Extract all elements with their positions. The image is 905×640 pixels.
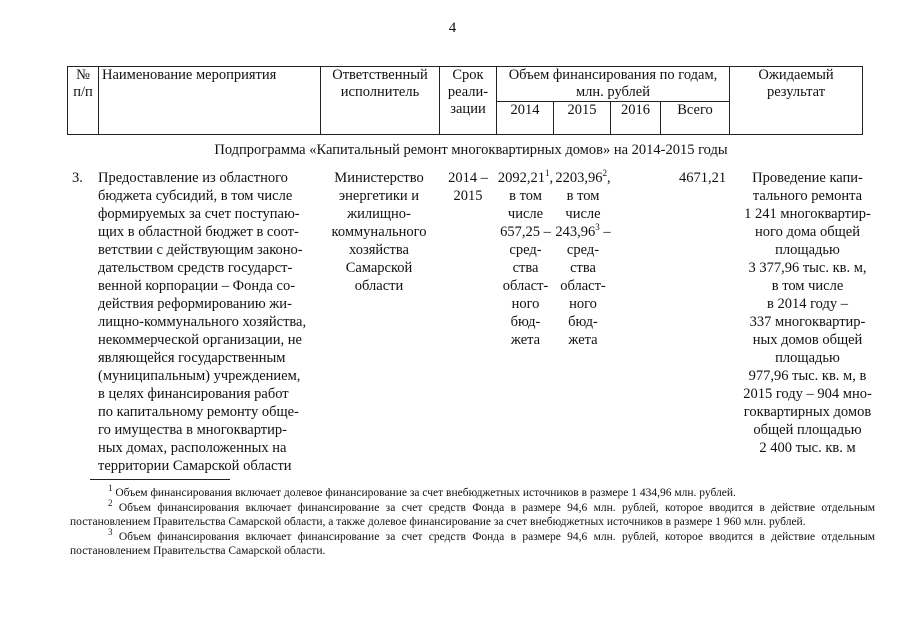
text-line: жилищно-: [347, 206, 411, 222]
text-line: коммунального: [331, 224, 427, 240]
footnotes: [70, 483, 876, 559]
header-financing: Объем финансирования по годам, млн. рублей: [497, 67, 730, 102]
row-responsible: [322, 169, 436, 295]
text-line: 1 241 многоквартир-: [744, 206, 871, 222]
header-year-2016: 2016: [611, 102, 661, 135]
footnote-mark: 3: [595, 222, 600, 233]
text-line: ного: [569, 296, 597, 312]
text-line: области: [354, 278, 404, 294]
footnote-mark: 1: [545, 168, 550, 179]
header-total: Всего: [661, 102, 730, 135]
footnote-mark: 2: [602, 168, 607, 179]
amount-2015: 2203,96: [555, 170, 603, 186]
amount-2014: 2092,21: [497, 170, 545, 186]
text-line: венной корпорации – Фонда со-: [98, 278, 296, 294]
text-line: (муниципальным) учреждением,: [98, 368, 301, 384]
footnote: [70, 483, 875, 500]
text-line: общей площадью: [753, 422, 862, 438]
row-financing-2015: 2203,96$^2$, в том числе 243,96$^3$ – сред- ства област- ного бюд- жета: [555, 168, 611, 348]
text-line: област-: [502, 278, 549, 294]
header-num: № п/п: [68, 67, 99, 135]
text-line: Предоставление из областного: [98, 170, 288, 186]
header-year-2014: 2014: [497, 102, 554, 135]
subprogram-title: Подпрограмма «Капитальный ремонт многоквартирных домов» на 2014-2015 годы: [214, 142, 728, 158]
row-term: [441, 169, 495, 205]
text-line: сред-: [566, 242, 600, 258]
page-number: 4: [448, 20, 457, 36]
text-line: хозяйства: [349, 242, 409, 258]
text-line: 2015 году – 904 мно-: [743, 386, 872, 402]
text-line: 2015: [453, 188, 483, 204]
text-line: некоммерческой организации, не: [98, 332, 302, 348]
text-line: действия реформированию жи-: [98, 296, 292, 312]
text-line: ного дома общей: [755, 224, 860, 240]
row-expected-result: [740, 169, 875, 457]
footnote-mark: 3: [108, 527, 113, 538]
row-number: 3.: [72, 170, 83, 186]
text-line: являющейся государственным: [98, 350, 286, 366]
text-line: щих в областной бюджет в соот-: [98, 224, 299, 240]
text-line: по капитальному ремонту обще-: [98, 404, 299, 420]
text-line: ных домах, расположенных на: [98, 440, 287, 456]
text-line: площадью: [775, 242, 840, 258]
text-line: ных домов общей: [752, 332, 863, 348]
text-line: в целях финансирования работ: [98, 386, 289, 402]
text-line: ветствии с действующим законо-: [98, 242, 303, 258]
text-line: 977,96 тыс. кв. м, в: [748, 368, 867, 384]
text-line: ства: [512, 260, 539, 276]
text-line: 337 многоквартир-: [749, 314, 866, 330]
header-result: Ожидаемый результат: [730, 67, 863, 135]
text-line: сред-: [509, 242, 542, 258]
text-line: жета: [568, 332, 598, 348]
text-line: в том числе: [771, 278, 844, 294]
budget-share-2014: 657,25 –: [500, 224, 551, 240]
footnote: [70, 527, 876, 558]
header-responsible: Ответственный исполнитель: [321, 67, 440, 135]
text-line: го имущества в многоквартир-: [98, 422, 287, 438]
header-name: Наименование мероприятия: [99, 67, 321, 135]
footnote-mark: 2: [108, 498, 113, 509]
text-line: жета: [510, 332, 541, 348]
row-total: 4671,21: [678, 170, 727, 186]
text-line: дательством средств государст-: [98, 260, 293, 276]
text-line: площадью: [775, 350, 840, 366]
text-line: бюд-: [568, 314, 598, 330]
footnote-text: Объем финансирования включает финансирование за счет средств Фонда в размере 94,6 млн. рублей, которое вводится в действие отдельным постановлением Правительства Самарской области, а также долевое финансирование за счет внебюджетных источников в размере 1 960 млн. рублей.: [70, 502, 876, 528]
footnote-text: Объем финансирования включает долевое финансирование за счет внебюджетных источников в размере 1 434,96 млн. рублей.: [115, 487, 736, 499]
text-line: энергетики и: [338, 188, 420, 204]
header-term: Срок реали- зации: [440, 67, 497, 135]
table-header: [67, 66, 863, 135]
text-line: бюджета субсидий, в том числе: [98, 188, 293, 204]
text-line: 3 377,96 тыс. кв. м,: [748, 260, 867, 276]
header-year-2015: 2015: [554, 102, 611, 135]
footnote-text: Объем финансирования включает финансирование за счет средств Фонда в размере 94,6 млн. рублей, которое вводится в действие отдельным постановлением Правительства Самарской области.: [70, 531, 876, 557]
text-line: формируемых за счет поступаю-: [98, 206, 300, 222]
text-line: ного: [511, 296, 540, 312]
text-line: в 2014 году –: [766, 296, 849, 312]
footnote-separator: [90, 479, 230, 480]
footnote-mark: 1: [108, 483, 113, 494]
text-line: Министерство: [334, 170, 424, 186]
text-line: Самарской: [345, 260, 413, 276]
text-line: област-: [560, 278, 606, 294]
text-line: 2 400 тыс. кв. м: [759, 440, 856, 456]
text-line: территории Самарской области: [98, 458, 292, 474]
row-financing-2014: 2092,21$^1$, в том числе 657,25 – сред- ства област- ного бюд- жета: [497, 168, 554, 348]
text-line: тального ремонта: [752, 188, 863, 204]
budget-share-2015: 243,96: [555, 224, 596, 240]
text-line: ства: [570, 260, 596, 276]
footnote: [70, 498, 876, 529]
row-name: [98, 169, 320, 475]
text-line: лищно-коммунального хозяйства,: [98, 314, 307, 330]
text-line: бюд-: [510, 314, 541, 330]
text-line: 2014 –: [448, 170, 488, 186]
text-line: Проведение капи-: [752, 170, 863, 186]
text-line: гоквартирных домов: [743, 404, 872, 420]
